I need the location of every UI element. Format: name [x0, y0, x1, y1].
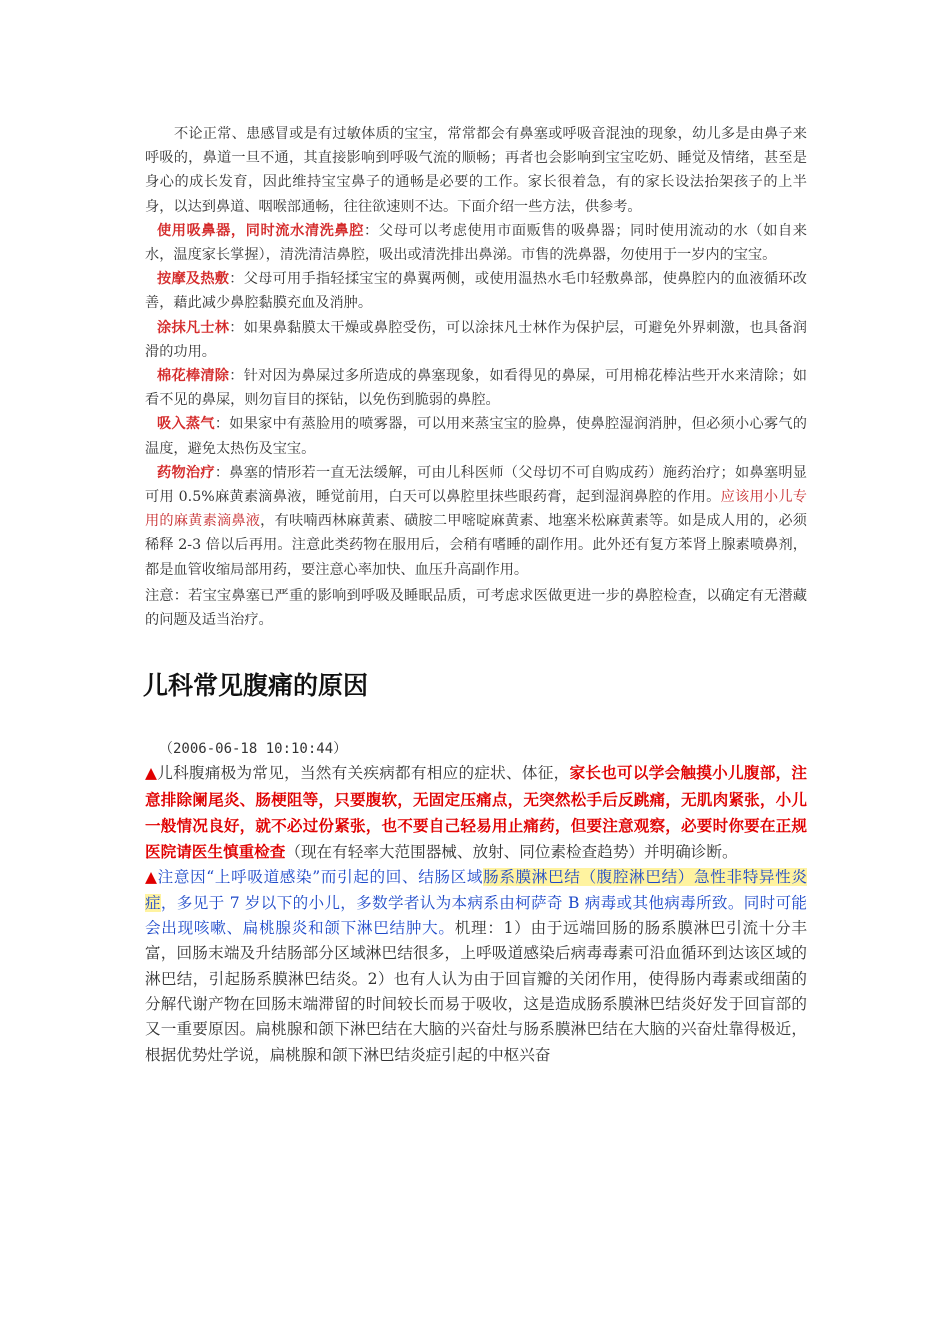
emphasis-text: 家长也可以学会触摸小儿腹部，注意排除阑尾炎、肠梗阻等，只要腹软，无固定压痛点，无突然松手后反跳痛，无肌肉紧张，小儿一般情况良好，就不必过份紧张，也不要自己轻易用止痛药，但要注意观察，必要时你要在正规医院请医生慎重检查: [145, 763, 807, 862]
note-paragraph: 注意：若宝宝鼻塞已严重的影响到呼吸及睡眠品质，可考虑求医做更进一步的鼻腔检查，以确定有无潜藏的问题及适当治疗。: [145, 587, 807, 629]
triangle-icon: ▲: [145, 868, 158, 887]
tip-text: ：鼻塞的情形若一直无法缓解，可由儿科医师（父母切不可自购成药）施药治疗；如鼻塞明显可用 0.5%麻黄素滴鼻液，睡觉前用，白天可以鼻腔里抹些眼药膏，起到湿润鼻腔的作用。: [145, 464, 807, 506]
tip-label: 按摩及热敷: [157, 271, 230, 288]
lead-text: 儿科腹痛极为常见，当然有关疾病都有相应的症状、体征，: [157, 764, 570, 783]
triangle-icon: ▲: [145, 764, 158, 783]
publish-date: （2006-06-18 10:10:44）: [159, 741, 348, 758]
tip-label: 棉花棒清除: [157, 368, 230, 385]
tip-cotton-swab: [145, 364, 807, 412]
tip-text: ：父母可用手指轻揉宝宝的鼻翼两侧，或使用温热水毛巾轻敷鼻部，使鼻腔内的血液循环改善，藉此减少鼻腔黏膜充血及消肿。: [145, 271, 807, 312]
mechanism-text: 机理：1）由于远端回肠的肠系膜淋巴引流十分丰富，回肠末端及升结肠部分区域淋巴结很多，上呼吸道感染后病毒毒素可沿血循环到达该区域的淋巴结，引起肠系膜淋巴结炎。2）也有人认为由于回盲瓣的关闭作用，使得肠内毒素或细菌的分解代谢产物在回肠末端滞留的时间较长而易于吸收，这是造成肠系膜淋巴结炎好发于回盲部的又一重要原因。扁桃腺和颌下淋巴结在大脑的兴奋灶与肠系膜淋巴结在大脑的兴奋灶靠得极近，根据优势灶学说，扁桃腺和颌下淋巴结炎症引起的中枢兴奋: [145, 919, 807, 1064]
tip-vaseline: [145, 316, 807, 364]
tip-text-continued: ，有呋喃西林麻黄素、磺胺二甲嘧啶麻黄素、地塞米松麻黄素等。如是成人用的，必须稀释 2-3 倍以后再用。注意此类药物在服用后，会稍有嗜睡的副作用。此外还有复方苯肾上腺素喷鼻剂，都是血管收缩局部用药，要注意心率加快、血压升高副作用。: [145, 513, 807, 578]
tip-label: 吸入蒸气: [157, 416, 215, 433]
tip-label: 使用吸鼻器，同时流水清洗鼻腔: [157, 222, 364, 239]
tip-label: 药物治疗: [157, 464, 215, 481]
tip-steam: [145, 412, 807, 460]
tip-medication: [145, 461, 807, 582]
tail-text: （现在有轻率大范围器械、放射、同位素检查趋势）并明确诊断。: [285, 843, 738, 862]
tip-suction: [145, 219, 807, 267]
tip-massage: [145, 267, 807, 315]
intro-paragraph: 不论正常、患感冒或是有过敏体质的宝宝，常常都会有鼻塞或呼吸音混浊的现象，幼儿多是由鼻子来呼吸的，鼻道一旦不通，其直接影响到呼吸气流的顺畅；再者也会影响到宝宝吃奶、睡觉及情绪，甚至是身心的成长发育，因此维持宝宝鼻子的通畅是必要的工作。家长很着急，有的家长设法抬架孩子的上半身，以达到鼻道、咽喉部通畅，往往欲速则不达。下面介绍一些方法，供参考。: [145, 126, 807, 215]
abdominal-pain-paragraph-2: [145, 865, 807, 1067]
tip-text: ：父母可以考虑使用市面贩售的吸鼻器；同时使用流动的水（如自来水，温度家长掌握），清洗清洁鼻腔，吸出或清洗排出鼻涕。市售的洗鼻器，勿使用于一岁内的宝宝。: [145, 222, 807, 264]
blue-text: 注意因“上呼吸道感染”而引起的回、结肠区域: [157, 868, 484, 887]
tip-text: ：如果家中有蒸脸用的喷雾器，可以用来蒸宝宝的脸鼻，使鼻腔湿润消肿，但必须小心雾气的温度，避免太热伤及宝宝。: [145, 416, 807, 457]
drug-highlight: 应该用小儿专用的麻黄素滴鼻液: [145, 489, 807, 530]
document-page: [145, 122, 807, 1068]
article-title: 儿科常见腹痛的原因: [143, 671, 369, 701]
abdominal-pain-paragraph-1: [145, 760, 807, 865]
tip-text: ：针对因为鼻屎过多所造成的鼻塞现象，如看得见的鼻屎，可用棉花棒沾些开水来清除；如看不见的鼻屎，则勿盲目的探钻，以免伤到脆弱的鼻腔。: [145, 368, 807, 409]
highlighted-text: 肠系膜淋巴结（腹腔淋巴结）急性非特异性炎症: [145, 868, 807, 912]
tip-label: 涂抹凡士林: [157, 319, 230, 336]
tip-text: ：如果鼻黏膜太干燥或鼻腔受伤，可以涂抹凡士林作为保护层，可避免外界刺激，也具备润滑的功用。: [145, 319, 807, 360]
blue-text-continued: ，多见于 7 岁以下的小儿，多数学者认为本病系由柯萨奇 B 病毒或其他病毒所致。同时可能会出现咳嗽、扁桃腺炎和颌下淋巴结肿大。: [145, 893, 807, 938]
